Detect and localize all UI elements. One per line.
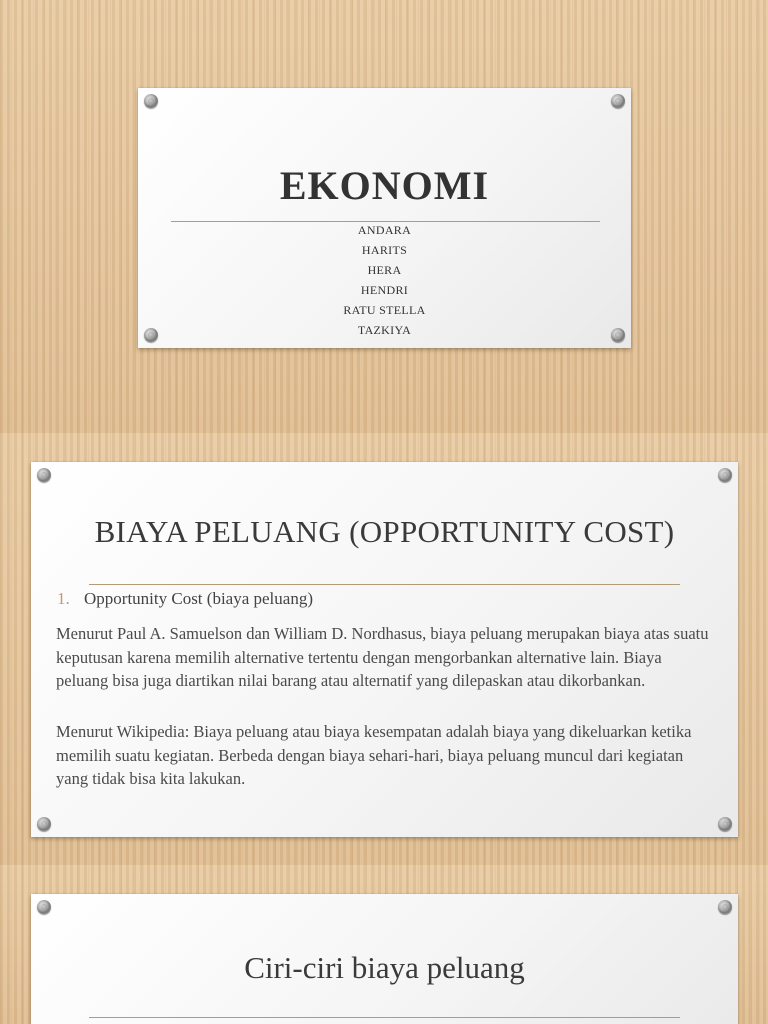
author-name: RATU STELLA [343,303,426,317]
title-slide-card [138,88,631,348]
author-name: ANDARA [357,223,412,237]
screw-icon [37,817,51,831]
author-name: TAZKIYA [357,323,412,337]
list-item-text: Opportunity Cost (biaya peluang) [84,589,313,608]
presentation-title: EKONOMI [279,163,490,208]
slide-title: BIAYA PELUANG (OPPORTUNITY COST) [94,514,675,549]
title-divider [89,584,680,585]
list-number: 1. [57,589,70,608]
title-divider [89,1017,680,1018]
content-slide-card [31,462,738,837]
screw-icon [144,94,158,108]
author-name: HENDRI [360,283,409,297]
numbered-list-item [57,589,313,609]
definition-paragraph: Menurut Wikipedia: Biaya peluang atau biaya kesempatan adalah biaya yang dikeluarkan ketika memilih suatu kegiatan. Berbeda dengan biaya sehari-hari, biaya peluang muncul dari kegiatan yang tidak bisa kita lakukan. [56,722,692,788]
author-list [138,220,631,340]
author-name: HARITS [361,243,408,257]
content-slide-card [31,894,738,1024]
screw-icon [718,817,732,831]
screw-icon [718,468,732,482]
screw-icon [37,900,51,914]
author-name: HERA [367,263,402,277]
screw-icon [37,468,51,482]
screw-icon [718,900,732,914]
slide-title: Ciri-ciri biaya peluang [244,950,525,985]
screw-icon [611,94,625,108]
definition-paragraph: Menurut Paul A. Samuelson dan William D. Nordhasus, biaya peluang merupakan biaya atas suatu keputusan karena memilih alternative tertentu dengan mengorbankan alternative lain. Biaya peluang bisa juga diartikan nilai barang atau alternatif yang dilepaskan atau dikorbankan. [56,624,709,690]
